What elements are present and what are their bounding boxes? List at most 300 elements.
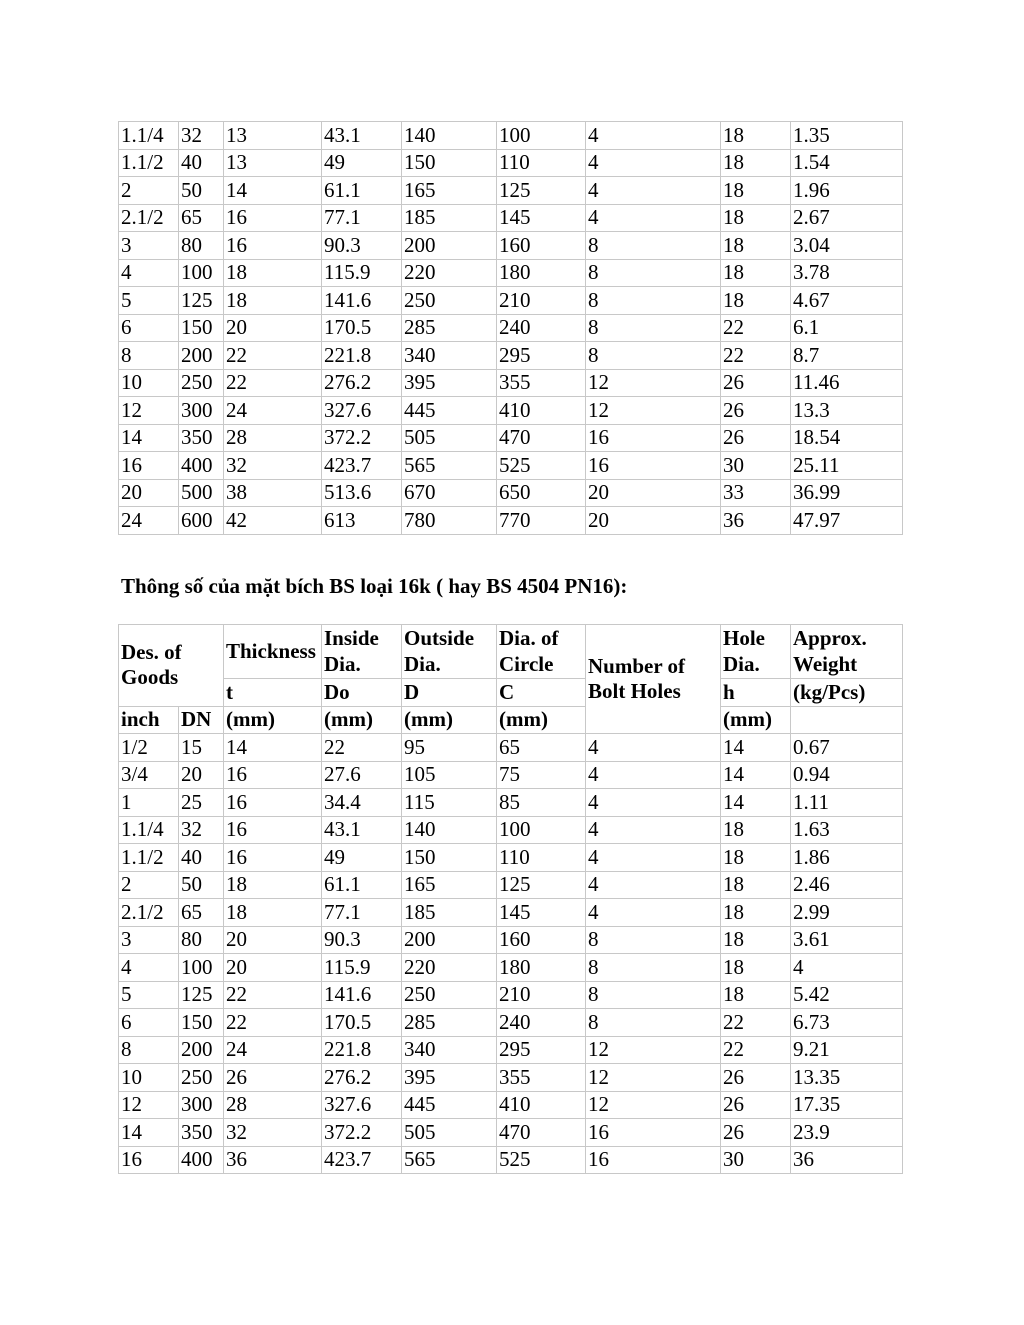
table-cell: 61.1 bbox=[322, 871, 402, 899]
table-cell: 4 bbox=[586, 761, 721, 789]
table-cell: 140 bbox=[402, 122, 497, 150]
table-cell: 276.2 bbox=[322, 369, 402, 397]
table-cell: 42 bbox=[224, 507, 322, 535]
table-cell: 28 bbox=[224, 424, 322, 452]
flange-spec-table-continued bbox=[118, 121, 903, 535]
header-symbol-row bbox=[119, 679, 903, 707]
table-cell: 100 bbox=[179, 259, 224, 287]
table-cell: 18 bbox=[224, 259, 322, 287]
table-cell: 525 bbox=[497, 1146, 586, 1174]
table-cell: 115.9 bbox=[322, 954, 402, 982]
table-row bbox=[119, 452, 903, 480]
table-cell: 20 bbox=[224, 954, 322, 982]
table-cell: 2 bbox=[119, 871, 179, 899]
table-row bbox=[119, 369, 903, 397]
table-cell: 18 bbox=[721, 232, 791, 260]
table-cell: 25.11 bbox=[791, 452, 903, 480]
table-cell: 26 bbox=[721, 1064, 791, 1092]
table-cell: 9.21 bbox=[791, 1036, 903, 1064]
table-cell: 25 bbox=[179, 789, 224, 817]
table-cell: 1.63 bbox=[791, 816, 903, 844]
table-cell: 1.1/2 bbox=[119, 149, 179, 177]
table-cell: 4 bbox=[119, 259, 179, 287]
header-unit-row bbox=[119, 706, 903, 734]
table-cell: 18 bbox=[721, 287, 791, 315]
table-cell: 16 bbox=[586, 1119, 721, 1147]
table-cell: 150 bbox=[402, 149, 497, 177]
header-inside-dia: Inside Dia. bbox=[322, 625, 402, 679]
table-cell: 1.1/2 bbox=[119, 844, 179, 872]
table-cell: 15 bbox=[179, 734, 224, 762]
table-row bbox=[119, 314, 903, 342]
table-cell: 3/4 bbox=[119, 761, 179, 789]
table-cell: 18 bbox=[721, 926, 791, 954]
header-dia-of-circle: Dia. of Circle bbox=[497, 625, 586, 679]
table-cell: 150 bbox=[179, 1009, 224, 1037]
table-row bbox=[119, 734, 903, 762]
table-cell: 395 bbox=[402, 1064, 497, 1092]
table-cell: 221.8 bbox=[322, 1036, 402, 1064]
table-cell: 10 bbox=[119, 1064, 179, 1092]
table-cell: 110 bbox=[497, 149, 586, 177]
table-cell: 18 bbox=[721, 899, 791, 927]
table-cell: 12 bbox=[119, 397, 179, 425]
table-cell: 18 bbox=[721, 204, 791, 232]
table-cell: 3 bbox=[119, 926, 179, 954]
table-cell: 1.1/4 bbox=[119, 816, 179, 844]
table-cell: 445 bbox=[402, 1091, 497, 1119]
table-cell: 400 bbox=[179, 1146, 224, 1174]
table-cell: 14 bbox=[224, 177, 322, 205]
header-hole-dia: Hole Dia. bbox=[721, 625, 791, 679]
table-cell: 65 bbox=[497, 734, 586, 762]
table-cell: 4 bbox=[586, 122, 721, 150]
table-cell: 23.9 bbox=[791, 1119, 903, 1147]
table-cell: 36 bbox=[224, 1146, 322, 1174]
table-cell: 1.35 bbox=[791, 122, 903, 150]
table-cell: 13 bbox=[224, 149, 322, 177]
table-cell: 14 bbox=[119, 424, 179, 452]
table-cell: 18.54 bbox=[791, 424, 903, 452]
table-row bbox=[119, 122, 903, 150]
table-cell: 30 bbox=[721, 1146, 791, 1174]
table-cell: 4 bbox=[119, 954, 179, 982]
table-cell: 250 bbox=[402, 287, 497, 315]
table-cell: 12 bbox=[586, 397, 721, 425]
header-row bbox=[119, 625, 903, 679]
table-cell: 18 bbox=[224, 899, 322, 927]
table-cell: 350 bbox=[179, 424, 224, 452]
table-cell: 8 bbox=[586, 287, 721, 315]
table-cell: 3.78 bbox=[791, 259, 903, 287]
table-cell: 115 bbox=[402, 789, 497, 817]
table-cell: 1.96 bbox=[791, 177, 903, 205]
table-cell: 16 bbox=[224, 816, 322, 844]
table-row bbox=[119, 844, 903, 872]
table-row bbox=[119, 424, 903, 452]
table-row bbox=[119, 1064, 903, 1092]
table-cell: 240 bbox=[497, 314, 586, 342]
table-cell: 16 bbox=[586, 1146, 721, 1174]
table-cell: 65 bbox=[179, 204, 224, 232]
table-row bbox=[119, 1146, 903, 1174]
table-cell: 125 bbox=[179, 981, 224, 1009]
table-cell: 16 bbox=[586, 424, 721, 452]
table-cell: 4 bbox=[586, 816, 721, 844]
table-cell: 34.4 bbox=[322, 789, 402, 817]
table-cell: 250 bbox=[179, 369, 224, 397]
table-row bbox=[119, 871, 903, 899]
table-cell: 423.7 bbox=[322, 1146, 402, 1174]
table-cell: 1 bbox=[119, 789, 179, 817]
table-cell: 22 bbox=[721, 1036, 791, 1064]
table-cell: 185 bbox=[402, 204, 497, 232]
header-unit-t: (mm) bbox=[224, 706, 322, 734]
table-cell: 85 bbox=[497, 789, 586, 817]
table-cell: 16 bbox=[586, 452, 721, 480]
table-cell: 0.94 bbox=[791, 761, 903, 789]
table-cell: 18 bbox=[721, 954, 791, 982]
table-cell: 2.67 bbox=[791, 204, 903, 232]
table-cell: 12 bbox=[586, 1064, 721, 1092]
table-cell: 240 bbox=[497, 1009, 586, 1037]
table-cell: 2.1/2 bbox=[119, 204, 179, 232]
table-cell: 1.54 bbox=[791, 149, 903, 177]
table-cell: 505 bbox=[402, 424, 497, 452]
table-cell: 470 bbox=[497, 1119, 586, 1147]
table-cell: 565 bbox=[402, 1146, 497, 1174]
table-cell: 90.3 bbox=[322, 926, 402, 954]
table-cell: 221.8 bbox=[322, 342, 402, 370]
table-cell: 27.6 bbox=[322, 761, 402, 789]
table-cell: 6 bbox=[119, 314, 179, 342]
table-row bbox=[119, 479, 903, 507]
table-cell: 18 bbox=[721, 816, 791, 844]
table-cell: 200 bbox=[402, 926, 497, 954]
table-cell: 4 bbox=[586, 149, 721, 177]
table-row bbox=[119, 1091, 903, 1119]
table-cell: 40 bbox=[179, 844, 224, 872]
table-cell: 210 bbox=[497, 981, 586, 1009]
table-cell: 22 bbox=[224, 342, 322, 370]
table-row bbox=[119, 397, 903, 425]
table-cell: 80 bbox=[179, 232, 224, 260]
table-cell: 170.5 bbox=[322, 314, 402, 342]
table-cell: 340 bbox=[402, 1036, 497, 1064]
table-cell: 4 bbox=[586, 204, 721, 232]
table-cell: 6.1 bbox=[791, 314, 903, 342]
header-thickness: Thickness bbox=[224, 625, 322, 679]
table-cell: 22 bbox=[224, 981, 322, 1009]
table-cell: 16 bbox=[224, 789, 322, 817]
table-cell: 4 bbox=[586, 844, 721, 872]
table-cell: 11.46 bbox=[791, 369, 903, 397]
table-cell: 43.1 bbox=[322, 122, 402, 150]
table-cell: 16 bbox=[119, 1146, 179, 1174]
table-cell: 8 bbox=[586, 954, 721, 982]
table-cell: 77.1 bbox=[322, 204, 402, 232]
table-cell: 32 bbox=[224, 1119, 322, 1147]
table-cell: 26 bbox=[224, 1064, 322, 1092]
table-cell: 8 bbox=[586, 314, 721, 342]
table-cell: 4 bbox=[586, 789, 721, 817]
table-cell: 295 bbox=[497, 1036, 586, 1064]
table-cell: 13 bbox=[224, 122, 322, 150]
table-row bbox=[119, 507, 903, 535]
table-row bbox=[119, 259, 903, 287]
table-cell: 26 bbox=[721, 424, 791, 452]
table-cell: 160 bbox=[497, 232, 586, 260]
table-cell: 22 bbox=[721, 314, 791, 342]
table-cell: 8 bbox=[586, 1009, 721, 1037]
table-cell: 22 bbox=[721, 342, 791, 370]
header-symbol-d: D bbox=[402, 679, 497, 707]
table-cell: 295 bbox=[497, 342, 586, 370]
table-row bbox=[119, 816, 903, 844]
table-cell: 36.99 bbox=[791, 479, 903, 507]
table-cell: 4 bbox=[586, 734, 721, 762]
table-cell: 75 bbox=[497, 761, 586, 789]
table-cell: 24 bbox=[224, 1036, 322, 1064]
table-cell: 141.6 bbox=[322, 287, 402, 315]
table-row bbox=[119, 926, 903, 954]
table-cell: 5 bbox=[119, 981, 179, 1009]
table-cell: 20 bbox=[224, 314, 322, 342]
table-cell: 16 bbox=[224, 232, 322, 260]
table-row bbox=[119, 287, 903, 315]
table-cell: 100 bbox=[179, 954, 224, 982]
table-cell: 18 bbox=[721, 844, 791, 872]
table-cell: 395 bbox=[402, 369, 497, 397]
table-cell: 445 bbox=[402, 397, 497, 425]
table-cell: 410 bbox=[497, 1091, 586, 1119]
table-cell: 95 bbox=[402, 734, 497, 762]
table-cell: 49 bbox=[322, 844, 402, 872]
table-cell: 150 bbox=[402, 844, 497, 872]
table-cell: 505 bbox=[402, 1119, 497, 1147]
table-row bbox=[119, 761, 903, 789]
table-cell: 90.3 bbox=[322, 232, 402, 260]
table-cell: 8 bbox=[586, 981, 721, 1009]
table-cell: 220 bbox=[402, 954, 497, 982]
table-cell: 5 bbox=[119, 287, 179, 315]
table-cell: 8 bbox=[586, 259, 721, 287]
table-cell: 100 bbox=[497, 816, 586, 844]
table-cell: 180 bbox=[497, 259, 586, 287]
table-cell: 36 bbox=[791, 1146, 903, 1174]
table-cell: 22 bbox=[322, 734, 402, 762]
table-cell: 8 bbox=[586, 342, 721, 370]
table-cell: 125 bbox=[497, 177, 586, 205]
table-cell: 220 bbox=[402, 259, 497, 287]
table-row bbox=[119, 954, 903, 982]
table-cell: 12 bbox=[586, 369, 721, 397]
table-cell: 14 bbox=[721, 761, 791, 789]
table-cell: 300 bbox=[179, 1091, 224, 1119]
table-cell: 1.11 bbox=[791, 789, 903, 817]
table-cell: 613 bbox=[322, 507, 402, 535]
table-cell: 13.3 bbox=[791, 397, 903, 425]
header-unit-do: (mm) bbox=[322, 706, 402, 734]
table-cell: 372.2 bbox=[322, 424, 402, 452]
table-cell: 250 bbox=[402, 981, 497, 1009]
table-cell: 400 bbox=[179, 452, 224, 480]
table-cell: 65 bbox=[179, 899, 224, 927]
table-cell: 165 bbox=[402, 871, 497, 899]
table-cell: 32 bbox=[179, 122, 224, 150]
table-cell: 8 bbox=[119, 342, 179, 370]
table-row bbox=[119, 177, 903, 205]
table-cell: 5.42 bbox=[791, 981, 903, 1009]
table-cell: 470 bbox=[497, 424, 586, 452]
table-cell: 6 bbox=[119, 1009, 179, 1037]
table-cell: 14 bbox=[119, 1119, 179, 1147]
table-cell: 4 bbox=[586, 177, 721, 205]
table-cell: 20 bbox=[119, 479, 179, 507]
header-inch: inch bbox=[119, 706, 179, 734]
table-cell: 14 bbox=[224, 734, 322, 762]
table-cell: 26 bbox=[721, 1091, 791, 1119]
table-cell: 80 bbox=[179, 926, 224, 954]
header-unit-c: (mm) bbox=[497, 706, 586, 734]
table-cell: 20 bbox=[586, 507, 721, 535]
table-cell: 30 bbox=[721, 452, 791, 480]
table-cell: 285 bbox=[402, 1009, 497, 1037]
table-cell: 18 bbox=[721, 259, 791, 287]
table-cell: 4 bbox=[586, 871, 721, 899]
table-cell: 300 bbox=[179, 397, 224, 425]
table-cell: 26 bbox=[721, 369, 791, 397]
table-cell: 1.1/4 bbox=[119, 122, 179, 150]
header-unit-blank bbox=[791, 706, 903, 734]
table-cell: 355 bbox=[497, 1064, 586, 1092]
table-cell: 12 bbox=[586, 1091, 721, 1119]
table-cell: 600 bbox=[179, 507, 224, 535]
table-cell: 8 bbox=[586, 926, 721, 954]
table-cell: 8 bbox=[586, 232, 721, 260]
table-row bbox=[119, 1119, 903, 1147]
table-cell: 145 bbox=[497, 899, 586, 927]
table-cell: 12 bbox=[119, 1091, 179, 1119]
table-cell: 165 bbox=[402, 177, 497, 205]
table-cell: 125 bbox=[179, 287, 224, 315]
table-cell: 20 bbox=[586, 479, 721, 507]
table-cell: 670 bbox=[402, 479, 497, 507]
table-cell: 16 bbox=[119, 452, 179, 480]
table-cell: 100 bbox=[497, 122, 586, 150]
table-cell: 18 bbox=[224, 287, 322, 315]
bs-16k-flange-spec-table bbox=[118, 624, 903, 1174]
table-cell: 33 bbox=[721, 479, 791, 507]
header-symbol-t: t bbox=[224, 679, 322, 707]
table-cell: 200 bbox=[402, 232, 497, 260]
header-symbol-do: Do bbox=[322, 679, 402, 707]
table-cell: 61.1 bbox=[322, 177, 402, 205]
table-cell: 780 bbox=[402, 507, 497, 535]
header-outside-dia: Outside Dia. bbox=[402, 625, 497, 679]
table-cell: 18 bbox=[721, 122, 791, 150]
table-cell: 22 bbox=[224, 369, 322, 397]
table-cell: 18 bbox=[224, 871, 322, 899]
table-cell: 355 bbox=[497, 369, 586, 397]
table-cell: 1.86 bbox=[791, 844, 903, 872]
table-cell: 50 bbox=[179, 177, 224, 205]
table-cell: 350 bbox=[179, 1119, 224, 1147]
table-cell: 180 bbox=[497, 954, 586, 982]
table-cell: 3.04 bbox=[791, 232, 903, 260]
table-cell: 28 bbox=[224, 1091, 322, 1119]
table-cell: 14 bbox=[721, 734, 791, 762]
table-cell: 0.67 bbox=[791, 734, 903, 762]
table-cell: 200 bbox=[179, 1036, 224, 1064]
table-cell: 24 bbox=[224, 397, 322, 425]
header-unit-h: (mm) bbox=[721, 706, 791, 734]
table-cell: 32 bbox=[224, 452, 322, 480]
table-cell: 20 bbox=[224, 926, 322, 954]
table-cell: 24 bbox=[119, 507, 179, 535]
table-cell: 18 bbox=[721, 177, 791, 205]
header-des-of-goods: Des. of Goods bbox=[119, 625, 224, 707]
table-cell: 140 bbox=[402, 816, 497, 844]
table-cell: 16 bbox=[224, 844, 322, 872]
table-cell: 20 bbox=[179, 761, 224, 789]
table-cell: 50 bbox=[179, 871, 224, 899]
table-cell: 250 bbox=[179, 1064, 224, 1092]
table-cell: 410 bbox=[497, 397, 586, 425]
table-row bbox=[119, 1009, 903, 1037]
table-cell: 125 bbox=[497, 871, 586, 899]
table-row bbox=[119, 342, 903, 370]
table-cell: 105 bbox=[402, 761, 497, 789]
table-cell: 770 bbox=[497, 507, 586, 535]
table-cell: 2.46 bbox=[791, 871, 903, 899]
table-row bbox=[119, 789, 903, 817]
table-cell: 1/2 bbox=[119, 734, 179, 762]
table-cell: 141.6 bbox=[322, 981, 402, 1009]
table-row bbox=[119, 204, 903, 232]
table-header bbox=[119, 625, 903, 734]
header-approx-weight: Approx. Weight bbox=[791, 625, 903, 679]
table-cell: 210 bbox=[497, 287, 586, 315]
table-cell: 3.61 bbox=[791, 926, 903, 954]
table-cell: 4 bbox=[791, 954, 903, 982]
table-cell: 327.6 bbox=[322, 1091, 402, 1119]
table-cell: 110 bbox=[497, 844, 586, 872]
table-cell: 2 bbox=[119, 177, 179, 205]
table-row bbox=[119, 1036, 903, 1064]
header-symbol-c: C bbox=[497, 679, 586, 707]
table-row bbox=[119, 149, 903, 177]
table-cell: 327.6 bbox=[322, 397, 402, 425]
table-cell: 2.99 bbox=[791, 899, 903, 927]
table-cell: 513.6 bbox=[322, 479, 402, 507]
table-cell: 49 bbox=[322, 149, 402, 177]
table-cell: 4.67 bbox=[791, 287, 903, 315]
header-number-of-bolt-holes: Number of Bolt Holes bbox=[586, 625, 721, 734]
table-cell: 36 bbox=[721, 507, 791, 535]
table-cell: 200 bbox=[179, 342, 224, 370]
header-dn: DN bbox=[179, 706, 224, 734]
table-cell: 185 bbox=[402, 899, 497, 927]
table-cell: 14 bbox=[721, 789, 791, 817]
table-cell: 22 bbox=[721, 1009, 791, 1037]
table-cell: 16 bbox=[224, 761, 322, 789]
table-cell: 565 bbox=[402, 452, 497, 480]
table-cell: 12 bbox=[586, 1036, 721, 1064]
table-cell: 77.1 bbox=[322, 899, 402, 927]
table-cell: 13.35 bbox=[791, 1064, 903, 1092]
table-cell: 40 bbox=[179, 149, 224, 177]
